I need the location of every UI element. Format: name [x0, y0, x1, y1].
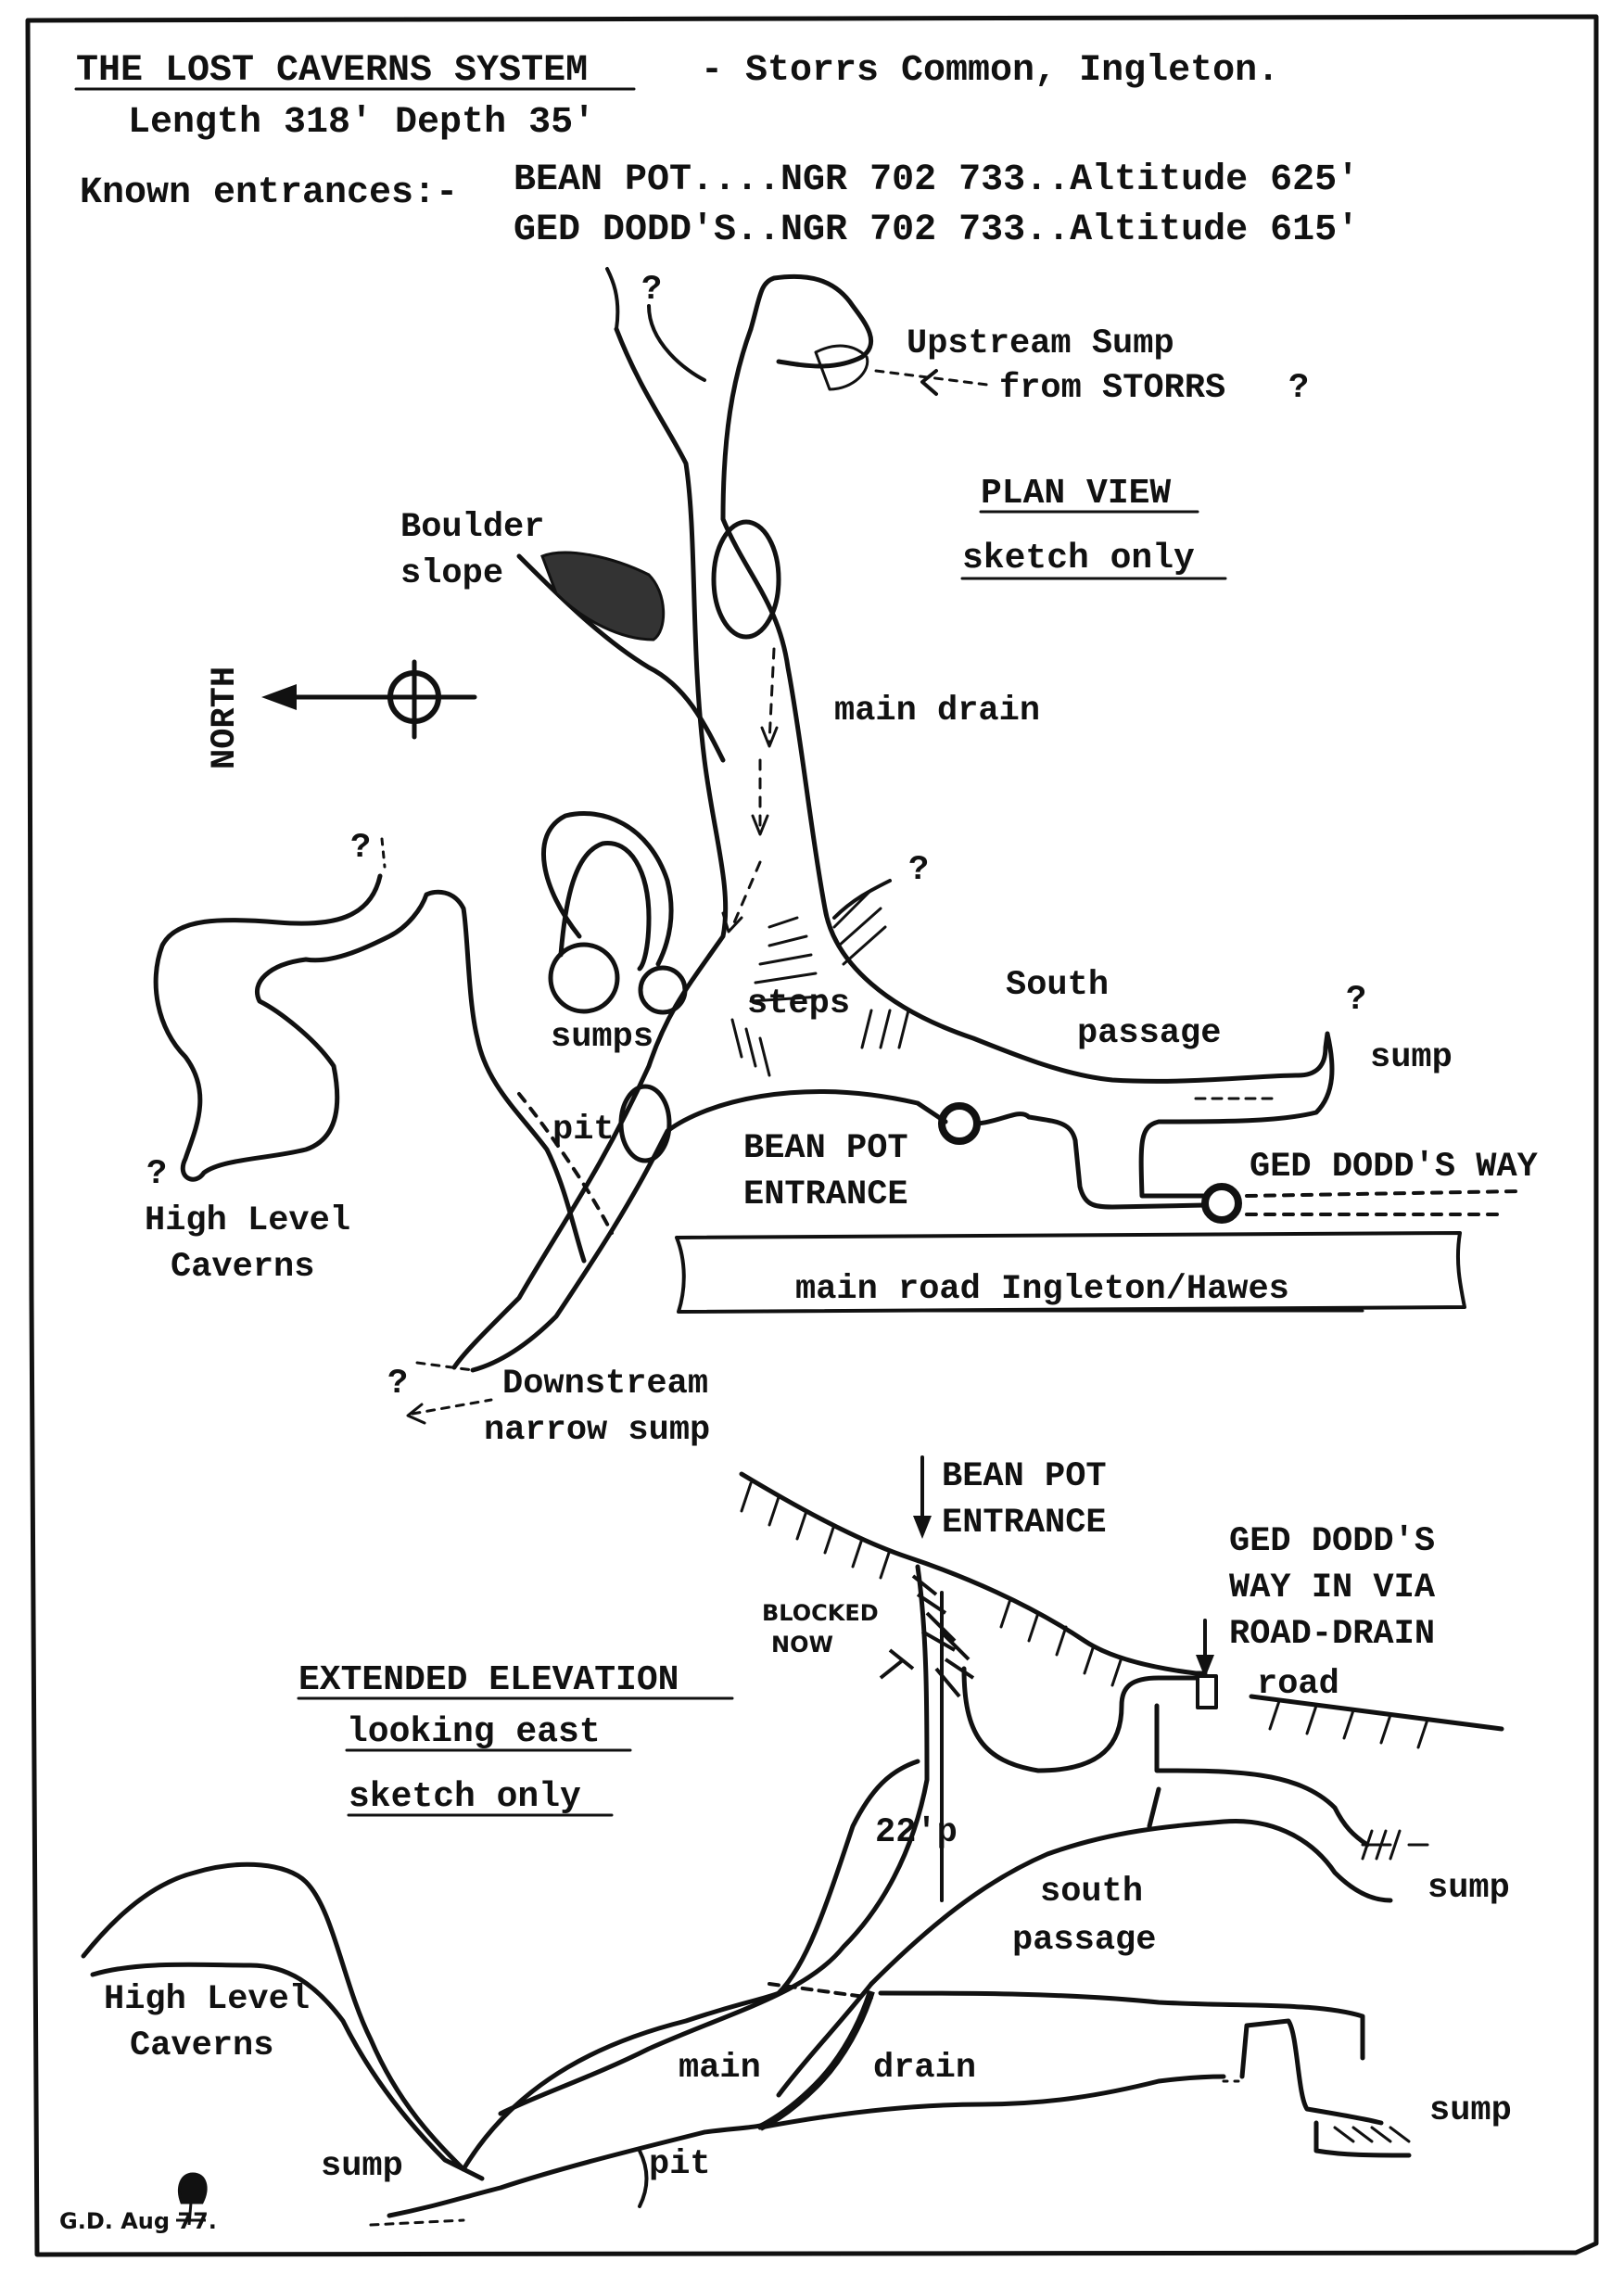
bean-pot-label-1: BEAN POT	[743, 1129, 908, 1168]
plan-flow-line-1	[769, 649, 774, 742]
steps-passage-question: ?	[908, 851, 930, 890]
north-label: NORTH	[206, 666, 245, 769]
elevation-ged-dodds-label-1: GED DODD'S	[1229, 1522, 1436, 1561]
plan-upstream-chamber	[751, 276, 871, 366]
elevation-bean-pot-arrowhead	[913, 1516, 932, 1539]
plan-sump-circle-1	[551, 945, 617, 1011]
upstream-sump-label: Upstream Sump	[907, 324, 1174, 363]
elevation-cascade	[760, 1991, 871, 2128]
elevation-lower-sump-dash	[371, 2220, 463, 2225]
ged-dodds-way-label: GED DODD'S WAY	[1250, 1148, 1538, 1187]
plan-view	[145, 269, 1539, 1450]
elevation-caverns-connection	[463, 1761, 918, 2169]
signature: G.D. Aug 77.	[59, 2208, 217, 2234]
elevation-south-passage-label-2: passage	[1012, 1921, 1157, 1960]
elevation-lower-sump-label: sump	[321, 2147, 403, 2186]
survey-location: - Storrs Common, Ingleton.	[701, 50, 1280, 92]
downstream-label-1: Downstream	[502, 1365, 709, 1404]
plan-loop-passage	[543, 814, 671, 969]
shaft-depth-label: 22'p	[875, 1813, 958, 1852]
elevation-bean-pot-label-2: ENTRANCE	[942, 1504, 1107, 1543]
sumps-label: sumps	[551, 1018, 654, 1057]
south-passage-label-2: passage	[1077, 1014, 1222, 1053]
upstream-question: ?	[1288, 369, 1310, 408]
boulder-slope-label-2: slope	[400, 554, 504, 593]
plan-oval-pillar	[714, 522, 779, 637]
plan-view-subtitle: sketch only	[962, 539, 1195, 578]
elevation-view	[59, 1457, 1512, 2234]
elevation-main-drain-floor	[760, 2077, 1224, 2128]
pit-label: pit	[552, 1111, 615, 1150]
elevation-downstream-sump-label: sump	[1429, 2091, 1512, 2130]
elevation-upper-sump-hatch	[1363, 1831, 1427, 1859]
south-sump-label: sump	[1370, 1038, 1453, 1077]
elevation-main-label: main	[679, 2049, 761, 2088]
from-storrs-label: from STORRS	[999, 369, 1226, 408]
header	[76, 50, 1359, 251]
elevation-road-label: road	[1257, 1665, 1339, 1704]
elevation-pit-outline	[640, 2151, 647, 2206]
main-drain-label: main drain	[834, 692, 1041, 730]
elevation-ged-dodds-label-2: WAY IN VIA	[1229, 1569, 1436, 1607]
elevation-south-passage-label-1: south	[1040, 1873, 1144, 1912]
survey-length-depth: Length 318' Depth 35'	[128, 102, 596, 144]
high-level-question-2: ?	[146, 1155, 168, 1194]
plan-upstream-arrow-head	[922, 371, 936, 394]
plan-flow-line-3	[732, 862, 760, 927]
elevation-high-level-label-2: Caverns	[130, 2026, 274, 2065]
plan-sump-circle-2	[641, 968, 685, 1012]
high-level-caverns-label-1: High Level	[145, 1201, 351, 1240]
south-passage-label-1: South	[1006, 966, 1110, 1005]
elevation-high-level-label-1: High Level	[104, 1980, 311, 2019]
elevation-pit-label: pit	[649, 2145, 711, 2184]
north-arrow-symbol	[261, 662, 475, 737]
plan-view-title: PLAN VIEW	[981, 474, 1172, 514]
elevation-shaft-wall	[501, 1567, 927, 2114]
plan-road-drain-dash	[1247, 1191, 1520, 1214]
elevation-bean-pot-label-1: BEAN POT	[942, 1457, 1107, 1496]
elevation-subtitle-1: looking east	[347, 1712, 601, 1752]
plan-pit-oval	[621, 1086, 669, 1161]
elevation-ged-dodds-label-3: ROAD-DRAIN	[1229, 1615, 1436, 1654]
boulder-slope-label-1: Boulder	[400, 508, 545, 547]
plan-steps-hatching	[732, 890, 908, 1075]
entrance-ged-dodds: GED DODD'S..NGR 702 733..Altitude 615'	[514, 210, 1360, 251]
high-level-question-1: ?	[350, 829, 372, 868]
elevation-road-drain-box	[1198, 1676, 1216, 1708]
elevation-lower-floor	[389, 2123, 769, 2216]
downstream-question: ?	[387, 1365, 409, 1404]
elevation-drain-label: drain	[873, 2049, 977, 2088]
downstream-label-2: narrow sump	[484, 1411, 711, 1450]
survey-title: THE LOST CAVERNS SYSTEM	[76, 50, 589, 92]
elevation-subtitle-2: sketch only	[349, 1777, 581, 1817]
plan-boulder-slope-boulders	[542, 553, 664, 640]
high-level-caverns-label-2: Caverns	[171, 1248, 315, 1287]
elevation-downstream-sump-hatch	[1335, 2128, 1409, 2141]
entrance-bean-pot: BEAN POT....NGR 702 733..Altitude 625'	[514, 159, 1360, 201]
elevation-upper-sump-label: sump	[1427, 1869, 1510, 1908]
steps-label: steps	[747, 985, 851, 1023]
north-passage-question: ?	[641, 271, 663, 310]
elevation-title: EXTENDED ELEVATION	[298, 1660, 679, 1700]
plan-bean-pot-crawl	[977, 1114, 1205, 1207]
blocked-label-1: BLOCKED	[762, 1600, 879, 1626]
entrances-label: Known entrances:-	[80, 172, 459, 214]
plan-ged-dodds-entrance-marker	[1205, 1187, 1238, 1220]
elevation-road-chamber	[964, 1669, 1196, 1771]
plan-bean-pot-entrance-marker	[942, 1106, 977, 1141]
bean-pot-label-2: ENTRANCE	[743, 1175, 908, 1214]
plan-high-level-q-dash-1	[382, 839, 385, 867]
blocked-label-2: NOW	[771, 1632, 833, 1658]
plan-main-passage-left-wall	[454, 329, 726, 1367]
south-sump-question: ?	[1346, 981, 1367, 1020]
main-road-label: main road Ingleton/Hawes	[795, 1270, 1289, 1309]
